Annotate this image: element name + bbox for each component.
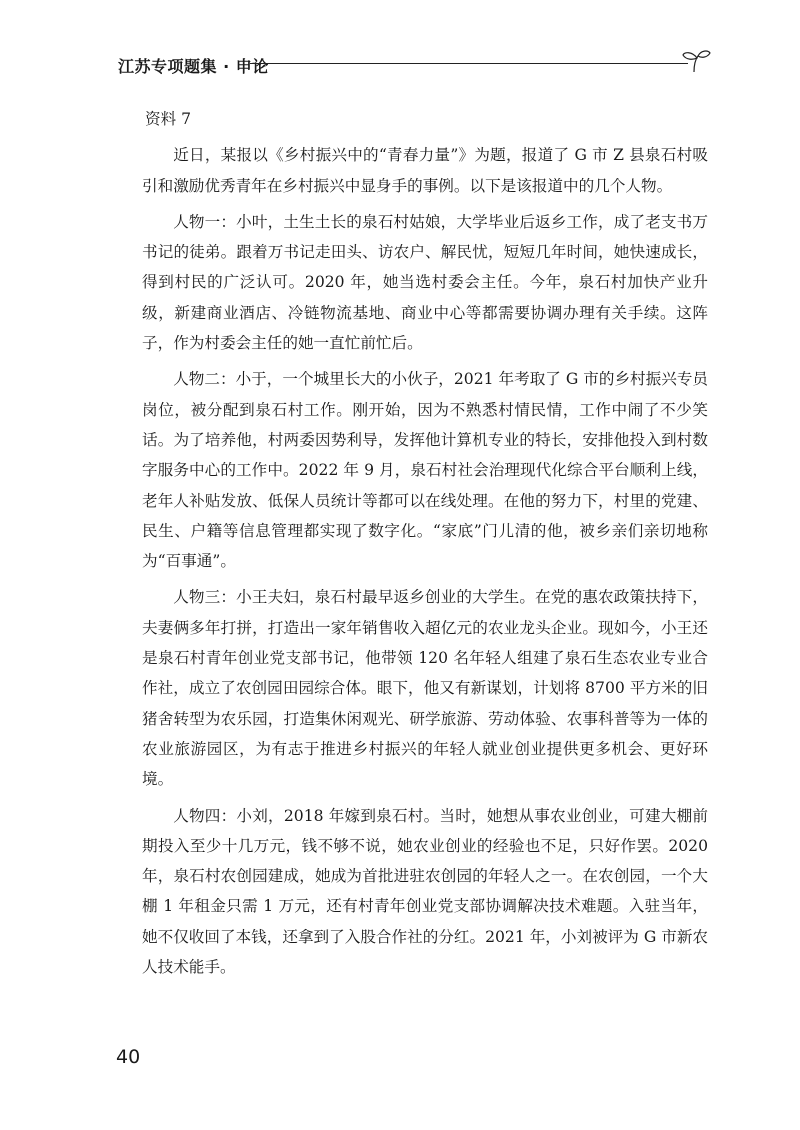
running-header bbox=[118, 48, 718, 78]
section-title: 资料 7 bbox=[145, 110, 192, 128]
header-rule bbox=[250, 63, 688, 64]
paragraph-person-three: 人物三：小王夫妇，泉石村最早返乡创业的大学生。在党的惠农政策扶持下，夫妻俩多年打拼，打造出一家年销售收入超亿元的农业龙头企业。现如今，小王还是泉石村青年创业党支部书记，他带领 120 名年轻人组建了泉石生态农业专业合作社，成立了农创园田园综合体。眼下，他又有新谋划，计划将 8700 平方米的旧猪舍转型为农乐园，打造集休闲观光、研学旅游、劳动体验、农事科普等为一体的农业旅游园区，为有志于推进乡村振兴的年轻人就业创业提供更多机会、更好环境。 bbox=[142, 588, 708, 789]
page-number: 40 bbox=[116, 1046, 141, 1068]
header-title: 江苏专项题集 · 申论 bbox=[118, 57, 269, 76]
paragraph-person-one: 人物一：小叶，土生土长的泉石村姑娘，大学毕业后返乡工作，成了老支书万书记的徒弟。跟着万书记走田头、访农户、解民忧，短短几年时间，她快速成长，得到村民的广泛认可。2020 年，她当选村委会主任。今年，泉石村加快产业升级，新建商业酒店、冷链物流基地、商业中心等都需要协调办理有关手续。这阵子，作为村委会主任的她一直忙前忙后。 bbox=[142, 212, 708, 353]
paragraph-person-four: 人物四：小刘，2018 年嫁到泉石村。当时，她想从事农业创业，可建大棚前期投入至少十几万元，钱不够不说，她农业创业的经验也不足，只好作罢。2020 年，泉石村农创园建成，她成为首批进驻农创园的年轻人之一。在农创园，一个大棚 1 年租金只需 1 万元，还有村青年创业党支部协调解决技术难题。入驻当年，她不仅收回了本钱，还拿到了入股合作社的分红。2021 年，小刘被评为 G 市新农人技术能手。 bbox=[142, 806, 709, 977]
sprout-icon bbox=[680, 48, 712, 74]
document-body bbox=[142, 104, 708, 988]
paragraph-person-two: 人物二：小于，一个城里长大的小伙子，2021 年考取了 G 市的乡村振兴专员岗位，被分配到泉石村工作。刚开始，因为不熟悉村情民情，工作中闹了不少笑话。为了培养他，村两委因势利导，发挥他计算机专业的特长，安排他投入到村数字服务中心的工作中。2022 年 9 月，泉石村社会治理现代化综合平台顺利上线，老年人补贴发放、低保人员统计等都可以在线处理。在他的努力下，村里的党建、民生、户籍等信息管理都实现了数字化。“家底”门儿清的他，被乡亲们亲切地称为“百事通”。 bbox=[142, 370, 709, 571]
paragraph-intro: 近日，某报以《乡村振兴中的“青春力量”》为题，报道了 G 市 Z 县泉石村吸引和激励优秀青年在乡村振兴中显身手的事例。以下是该报道中的几个人物。 bbox=[142, 146, 708, 195]
